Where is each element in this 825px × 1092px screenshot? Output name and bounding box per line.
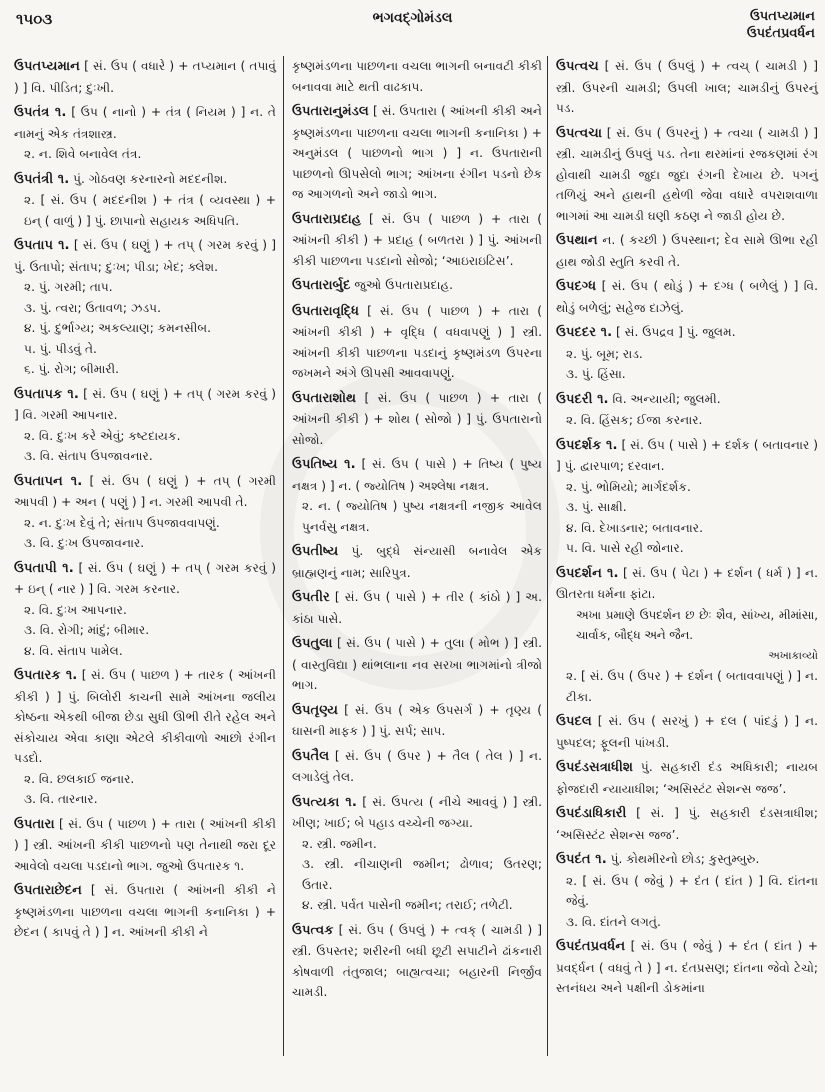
sense: ૨. વિ. દુઃખ કરે એવું; કષ્ટદાયક. (24, 428, 181, 443)
definition-text: [ સં. ઉપ ( ઘણું ) + તપ્ ( ગરમ કરવું ) ] પું. ઉતાપો; સંતાપ; દુઃખ; પીડા; ખેદ; ક્લેશ. (14, 238, 277, 274)
definition-text: [ સં. ઉપત્ય ( નીચે આવવું ) ] સ્ત્રી. ખીણ; ખાઈ; બે પહાડ વચ્ચેની જગ્યા. (292, 794, 543, 830)
definition-text: [ સં. ઉપ ( ઘણું ) + તપ્ ( ગરમ કરવું ) + ઇન્ ( નાર ) ] વિ. ગરમ કરનાર. (14, 560, 276, 596)
definition-text: [ સં. ઉપ ( ઘણું ) + તપ્ ( ગરમી આપવી ) + અન ( પણું ) ] ન. ગરમી આપવી તે. (14, 473, 277, 509)
definition-text: [ સં. ઉપ ( પાછળ ) + તારા ( આંખની કીકી ) + વૃદ્ધિ ( વધવાપણું ) ] સ્ત્રી. આંખની કીકી પાછળના પડદાનું કૃષ્ણમંડળ ઉપરના જખમને અંગે ઊપસી આવવાપણું. (292, 303, 542, 380)
headword: ઉપતુલા (292, 636, 333, 651)
definition-text: [ સં. ઉપ ( પાસે ) + દર્શક ( બતાવનાર ) ] પું. દ્વારપાળ; દરવાન. (556, 437, 818, 473)
definition-text: કૃષ્ણમંડળના પાછળના વચલા ભાગની બનાવટી કીકી બનાવવા માટે થતી વાઢકાપ. (292, 59, 542, 94)
definition-text: [ સં. ઉપ ( પાછળ ) + તારક ( આંખની કીકી ) ] પું. બિલોરી કાચની સામે આંખના જલીય કોષ્ઠના એકથી બીજા છેડા સુધી ઊભી રીતે રહેલ અને સંકોચાય એવા કાણા એટલે કીકીવાળો આછો રંગીન પડદો. (14, 668, 276, 765)
definition-text: [ ઉપ ( નાનો ) + તંત્ર ( નિયમ ) ] ન. તે નામનું એક તંત્રશાસ્ત્ર. (14, 105, 277, 141)
headword: ઉપતાપક ૧. (14, 386, 79, 402)
sense: ૨. ન. દુઃખ દેવું તે; સંતાપ ઉપજાવવાપણું. (24, 515, 220, 530)
headword: ઉપતારાર્બુદ (292, 278, 351, 293)
sense: ૨. પું. ભોમિયો; માર્ગદર્શક. (566, 479, 691, 494)
dictionary-entry (556, 849, 818, 932)
sense: ૨. વિ. છલકાઈ જનાર. (24, 771, 135, 786)
definition-text: [ સં. ઉપ ( પાસે ) + તિષ્ય ( પુષ્ય નક્ષત્ર ) ] ન. ( જ્યોતિષ ) અશ્લેષા નક્ષત્ર. (292, 457, 543, 493)
dictionary-entry (14, 814, 276, 877)
headword: ઉપદરી ૧. (556, 391, 609, 407)
headword: ઉપતૃણ્ય (292, 702, 339, 718)
headword: ઉપતારાનુમંડલ (292, 104, 369, 119)
dictionary-entry (292, 792, 542, 916)
headword: ઉપતપ્યમાન (14, 59, 80, 74)
definition-text: [ સં. ઉપ ( એક ઉપસર્ગ ) + તૃણ્ય ( ઘાસની માફક ) ] પું. સર્પ; સાપ. (292, 702, 543, 738)
headword: ઉપતાપન ૧. (14, 473, 83, 489)
dictionary-entry (556, 803, 818, 845)
definition-text: પું. બુદ્ધે સંન્યાસી બનાવેલ એક બ્રાહ્મણનું નામ; સારિપુત્ર. (292, 544, 542, 580)
sense: ૩. સ્ત્રી. નીચાણની જમીન; ઢોળાવ; ઉતરણ; ઉતાર. (302, 857, 542, 892)
definition-text: પું. સહકારી દંડ અધિકારી; નાયબ ફોજદારી ન્યાયાધીશ; ‘અસિસ્ટંટ સેશન્સ જજ’. (556, 760, 818, 796)
sense: ૨. [ સં. ઉપ ( મદદનીશ ) + તંત્ર ( વ્યવસ્થા ) + ઇન્ ( વાળું ) ] પું. છાપાનો સહાયક અધિપતિ. (24, 193, 276, 228)
sense: ૨. ન. ( જ્યોતિષ ) પુષ્ય નક્ષત્રની નજીક આવેલ પુનર્વસુ નક્ષત્ર. (302, 499, 542, 534)
dictionary-entry (14, 665, 276, 810)
headword: ઉપદંડાધિકારી (556, 806, 627, 821)
sense: ૨. વિ. દુઃખ આપનાર. (24, 602, 127, 617)
headword: ઉપતિષ્ય ૧. (292, 457, 356, 472)
definition-text: [ સં. ઉપ ( પાસે ) + તુલા ( મોભ ) ] સ્ત્રી. ( વાસ્તુવિદ્યા ) થાંભલાના નવ સરખા ભાગમાંનો ત્રીજો ભાગ. (292, 636, 542, 692)
definition-text: [ સં. ઉપ ( પાછળ ) + તારા ( આંખની કીકી ) + શોથ ( સોજો ) ] પું. ઉપતારાનો સોજો. (292, 390, 542, 447)
page-header (0, 0, 825, 56)
headword: ઉપદર્શક ૧. (556, 437, 618, 453)
definition-text: [ સં. ઉપદ્રવ ] પું. જુલમ. (616, 325, 736, 339)
dictionary-entry (556, 389, 818, 431)
dictionary-entry (292, 633, 542, 696)
sense: ૪. વિ. સંતાપ પામેલ. (24, 643, 123, 658)
definition-text: [ સં. ઉપ ( ઉપરનું ) + ત્વચા ( ચામડી ) ] સ્ત્રી. ચામડીનું ઉપલું પડ. તેના થરમાંનાં રજકણમાં રંગ હોવાથી ચામડી જુદા જુદા રંગની દેખાય છે. પગનું તળિયું અને હાથની હથેળી જેવા વધારે વપરાશવાળા ભાગમાં આ ચામડી ઘણી કઠણ ને જાડી હોય છે. (556, 125, 819, 223)
headword: ઉપદગ્ધ (556, 279, 597, 294)
dictionary-columns (0, 56, 825, 1092)
headword: ઉપતારક ૧. (14, 668, 78, 683)
dictionary-entry (292, 388, 542, 451)
definition-text: [ સં. ઉપ ( પાસે ) + તીર ( કાંઠો ) ] અ. કાંઠા પાસે. (292, 590, 543, 626)
dictionary-entry (556, 230, 818, 272)
headword: ઉપતારા (14, 816, 55, 832)
headword: ઉપતારાછેદન (14, 883, 82, 898)
dictionary-entry (556, 936, 818, 999)
definition-text: વિ. અન્યાયી; જુલમી. (612, 391, 721, 406)
headword: ઉપતાપી ૧. (14, 560, 74, 576)
sense: ૩. પું. ત્વરા; ઉતાવળ; ઝડપ. (24, 300, 161, 315)
guide-word-last: ઉપદંતપ્રવર્ધન (746, 26, 815, 41)
dictionary-entry (556, 56, 818, 119)
dictionary-entry (556, 563, 818, 708)
headword: ઉપદર્શન ૧. (556, 565, 619, 581)
definition-text: પું. કોથમીરનો છોડ; કુસ્તુમ્બુરુ. (610, 852, 760, 866)
definition-text: [ સં. ઉપ ( ઉપલું ) + ત્વચ્ ( ચામડી ) ] સ્ત્રી. ઉપરની ચામડી; ઉપલી ખાલ; ચામડીનું ઉપરનું પડ. (556, 59, 819, 115)
dictionary-entry (556, 276, 818, 318)
dictionary-entry (14, 169, 276, 232)
definition-text: [ સં. ] પું. સહકારી દંડસત્રાધીશ; ‘અસિસ્ટંટ સેશન્સ જજ’. (556, 806, 818, 842)
page-number: ૧૫૦૩ (16, 10, 53, 28)
quotation: અખા પ્રમાણે ઉપદર્શન છ છેઃ શૈવ, સાંખ્ય, મીમાંસા, ચાર્વાક, બૌદ્ધ અને જૈન. (576, 607, 818, 642)
guide-words (747, 8, 815, 42)
sense: ૬. પું. રોગ; બીમારી. (24, 362, 119, 376)
dictionary-entry (292, 275, 542, 297)
definition-text: જુઓ ઉપતારાપ્રદાહ. (354, 278, 454, 292)
sense: ૪. સ્ત્રી. પર્વત પાસેની જમીન; તરાઈ; તળેટી. (302, 898, 513, 912)
definition-text: [ સં. ઉપ ( જેવું ) + દંત ( દાંત ) + પ્રવર્દ્ધન ( વધવું તે ) ] ન. દંતપ્રસણ; દાંતના જેવો ટેચો; સ્તનંધય અને પક્ષીની ડોકમાંના (556, 939, 819, 995)
dictionary-entry (556, 123, 818, 227)
headword: ઉપતાપ ૧. (14, 238, 70, 253)
headword: ઉપદદર ૧. (556, 325, 613, 340)
sense: ૨. [ સં. ઉપ ( ઉપર ) + દર્શન ( બતાવવાપણું ) ] ન. ટીકા. (566, 669, 818, 704)
column-3 (556, 56, 818, 1003)
definition-text: ન. ( કચ્છી ) ઉપસ્થાન; દેવ સામે ઊભા રહી હાથ જોડી સ્તુતિ કરવી તે. (556, 233, 818, 269)
headword: ઉપદંડસત્રાધીશ (556, 760, 634, 775)
sense: ૩. વિ. તારનાર. (24, 792, 98, 806)
sense: ૩. વિ. દુઃખ ઉપજાવનાર. (24, 536, 145, 550)
sense: ૫. વિ. પાસે રહી જોનાર. (566, 541, 684, 555)
dictionary-entry (292, 587, 542, 629)
headword: ઉપતંત્રી ૧. (14, 171, 70, 187)
dictionary-entry (14, 880, 276, 943)
sense: ૩. પું. હિંસા. (566, 367, 626, 381)
headword: ઉપત્વક (292, 922, 334, 938)
sense: ૪. વિ. દેખાડનાર; બતાવનાર. (566, 520, 703, 535)
dictionary-entry (292, 101, 542, 205)
headword: ઉપતારાશોથ (292, 390, 357, 406)
sense: ૪. પું. દુર્ભાગ્ય; અકલ્યાણ; કમનસીબ. (24, 321, 211, 335)
definition-text: [ સં. ઉપ ( વધારે ) + તપ્યમાન ( તપાવું ) ] વિ. પીડિત; દુઃખી. (14, 59, 276, 95)
definition-text: [ સં. ઉપ ( ઉપલું ) + ત્વક્ ( ચામડી ) ] સ્ત્રી. ઉપસ્તર; શરીરની બધી છૂટી સપાટીને ઢાંકનારી કોષવાળી તંતુજાલ; બાહ્યત્વચા; બહારની નિર્જીવ ચામડી. (292, 922, 543, 999)
dictionary-entry (556, 711, 818, 753)
dictionary-entry (14, 384, 276, 467)
sense: ૨. [ સં. ઉપ ( જેવું ) + દંત ( દાંત ) ] વિ. દાંતના જેવું. (566, 873, 818, 908)
headword: ઉપતારાપ્રદાહ (292, 211, 362, 227)
definition-text: [ સં. ઉપ ( પાછળ ) + તારા ( આંખની કીકી ) + પ્રદાહ ( બળતરા ) ] પું. આંખની કીકી પાછળના પડદાનો સોજો; ‘આઇરાઇટિસ’. (292, 211, 542, 268)
column-1 (14, 56, 276, 947)
dictionary-entry (292, 301, 542, 384)
dictionary-entry (292, 454, 542, 537)
headword: ઉપથાન (556, 233, 598, 248)
column-2 (292, 56, 542, 1007)
definition-text: [ સં. ઉપ ( ઉપર ) + તૈલ ( તેલ ) ] ન. લગાડેલું તેલ. (292, 748, 542, 784)
sense: ૩. વિ. સંતાપ ઉપજાવનાર. (24, 449, 153, 463)
dictionary-entry (292, 541, 542, 583)
dictionary-entry (556, 322, 818, 385)
sense: ૨. પું. ગરમી; તાપ. (24, 280, 113, 294)
dictionary-entry (292, 746, 542, 788)
definition-text: [ સં. ઉપતારા ( આંખની કીકી ને કૃષ્ણમંડળના પાછળના વચલા ભાગની કનાનિકા ) + છેદન ( કાપવું તે ) ] ન. આંખની કીકી ને (14, 883, 277, 939)
headword: ઉપત્વચા (556, 125, 603, 141)
sense: ૩. વિ. દાંતને લગતું. (566, 914, 661, 929)
headword: ઉપત્યકા ૧. (292, 794, 357, 810)
headword: ઉપતારાવૃદ્ધિ (292, 303, 360, 319)
running-title: ભગવદ્ગોમંડલ (372, 10, 453, 26)
sense: ૩. પું. સાક્ષી. (566, 500, 627, 514)
dictionary-entry (14, 102, 276, 165)
definition-text: [ સં. ઉપ ( પાછળ ) + તારા ( આંખની કીકી ) ] સ્ત્રી. આંખની કીકી પાછળનો પણ તેનાથી જરા દૂર આવેલો વચલા પડદાનો ભાગ. જુઓ ઉપતારક ૧. (14, 816, 276, 873)
definition-text: [ સં. ઉપ ( સરખું ) + દલ ( પાંદડું ) ] ન. પુષ્પદલ; ફૂલની પાંખડી. (556, 714, 818, 750)
dictionary-entry (14, 56, 276, 98)
sense: ૨. વિ. હિંસક; ઈજા કરનાર. (566, 413, 703, 427)
headword: ઉપત્વચ (556, 59, 599, 74)
dictionary-entry (14, 235, 276, 380)
dictionary-entry (292, 920, 542, 1003)
dictionary-entry (556, 757, 818, 799)
headword: ઉપતંત્ર ૧. (14, 105, 67, 120)
headword: ઉપદંત ૧. (556, 852, 607, 867)
headword: ઉપતીષ્ય (292, 544, 339, 559)
dictionary-entry (556, 435, 818, 559)
definition-text: [ સં. ઉપતારા ( આંખની કીકી અને કૃષ્ણમંડળના પાછળના વચલા ભાગની કનાનિકા ) + અનુમંડલ ( પાછળનો ભાગ ) ] ન. ઉપતારાની પાછળનો ઊપસેલો ભાગ; આંખના રંગીન પડનો છેક જ આગળનો અને જાડો ભાગ. (292, 104, 543, 201)
sense: ૫. પું. પીડવું તે. (24, 341, 97, 356)
quotation-source: અખાકાવ્યો (768, 648, 818, 662)
dictionary-entry (292, 700, 542, 742)
definition-text: [ સં. ઉપ ( ઘણું ) + તપ્ ( ગરમ કરવું ) ] વિ. ગરમી આપનાર. (14, 386, 277, 422)
sense: ૩. વિ. રોગી; માંદું; બીમાર. (24, 623, 150, 637)
sense: ૨. ન. શિવે બનાવેલ તંત્ર. (24, 147, 142, 161)
headword: ઉપદંતપ્રવર્ધન (556, 939, 626, 954)
guide-word-first: ઉપતપ્યમાન (749, 9, 815, 24)
dictionary-entry (292, 209, 542, 272)
sense: ૨. પું. બૂમ; રાડ. (566, 346, 643, 361)
definition-text: [ સં. ઉપ ( પેટા ) + દર્શન ( ધર્મ ) ] ન. ઊતરતા ધર્મના ફાંટા. (556, 565, 819, 601)
headword: ઉપતીર (292, 590, 330, 605)
headword: ઉપદલ (556, 714, 592, 729)
sense: ૨. સ્ત્રી. જમીન. (302, 836, 377, 851)
definition-text: પું. ગોઠવણ કરનારનો મદદનીશ. (73, 171, 228, 186)
dictionary-entry (14, 471, 276, 554)
headword: ઉપતૈલ (292, 748, 330, 764)
dictionary-entry (292, 56, 542, 97)
dictionary-entry (14, 558, 276, 662)
definition-text: [ સં. ઉપ ( થોડું ) + દગ્ધ ( બળેલું ) ] વિ. થોડું બળેલું; સહેજ દાઝેલું. (556, 279, 818, 315)
